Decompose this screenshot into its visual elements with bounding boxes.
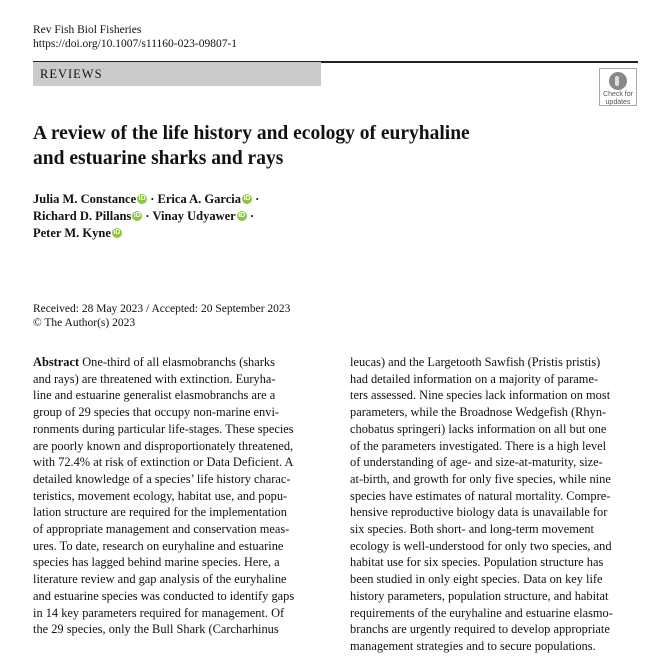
abstract-line: ronments during particular life-stages. These species xyxy=(33,421,294,436)
check-updates-line1: Check for xyxy=(603,91,633,98)
abstract-line: species has lagged behind marine species. Here, a xyxy=(33,555,280,570)
abstract-line: had detailed information on a majority of parame- xyxy=(350,371,599,386)
doi-link[interactable]: https://doi.org/10.1007/s11160-023-09807-1 xyxy=(33,38,238,50)
abstract-line: habitat use for six species. Population structure has xyxy=(350,555,604,570)
abstract-line: detailed knowledge of a species’ life history charac- xyxy=(33,471,291,486)
abstract-line: of the parameters investigated. There is a high level xyxy=(350,438,607,453)
abstract-line: history parameters, population structure, and habitat xyxy=(350,588,609,603)
abstract-line: of understanding of age- and size-at-maturity, size- xyxy=(350,455,603,470)
abstract-column-2 xyxy=(350,354,638,655)
abstract-line: ures. To date, research on euryhaline and estuarine xyxy=(33,538,284,553)
title-line-2: and estuarine sharks and rays xyxy=(33,148,284,169)
author-name[interactable]: Richard D. Pillans xyxy=(33,209,132,223)
abstract-line: leucas) and the Largetooth Sawfish (Pristis pristis) xyxy=(350,355,601,369)
abstract-line: of appropriate management and conservation meas- xyxy=(33,522,290,537)
received-accepted: Received: 28 May 2023 / Accepted: 20 September 2023 xyxy=(33,303,291,315)
author-name[interactable]: Erica A. Garcia xyxy=(157,192,241,206)
journal-name: Rev Fish Biol Fisheries xyxy=(33,24,142,36)
paper-title xyxy=(33,121,553,171)
title-line-1: A review of the life history and ecology of euryhaline xyxy=(33,123,470,144)
abstract-line: ters assessed. Nine species lack information on most xyxy=(350,388,611,403)
abstract-line: line and estuarine generalist elasmobranchs are a xyxy=(33,388,276,403)
abstract-line: and rays) are threatened with extinction. Euryha- xyxy=(33,371,276,386)
abstract-line: management strategies and to secure populations. xyxy=(350,638,596,653)
abstract-line: with 72.4% at risk of extinction or Data Deficient. A xyxy=(33,455,294,470)
author-name[interactable]: Vinay Udyawer xyxy=(152,209,236,223)
abstract-line: parameters, while the Broadnose Wedgefish (Rhyn- xyxy=(350,405,607,420)
author-name[interactable]: Peter M. Kyne xyxy=(33,226,111,240)
abstract-line: hensive reproductive biology data is unavailable for xyxy=(350,505,608,520)
check-updates-icon xyxy=(609,72,627,90)
abstract-line: One-third of all elasmobranchs (sharks xyxy=(79,355,275,369)
article-dates xyxy=(33,303,290,330)
copyright: © The Author(s) 2023 xyxy=(33,316,136,329)
abstract-line: ecology is well-understood for only two species, and xyxy=(350,538,612,553)
orcid-icon[interactable]: iD xyxy=(138,195,146,202)
abstract-line: requirements of the euryhaline and estuarine elasmo- xyxy=(350,605,613,620)
orcid-icon[interactable]: iD xyxy=(238,212,246,219)
abstract-line: at-birth, and growth for only five species, while nine xyxy=(350,471,611,486)
abstract-line: teristics, movement ecology, habitat use, and popu- xyxy=(33,488,288,503)
author-list: Julia M. Constance iD · Erica A. Garcia iD · Richard D. Pillans iD · Vinay Udyawer iD · Peter M. Kyne iD xyxy=(33,192,260,240)
abstract-line: species have estimates of natural mortality. Compre- xyxy=(350,488,611,503)
abstract-line: the 29 species, only the Bull Shark (Carcharhinus xyxy=(33,622,279,637)
abstract-line: literature review and gap analysis of the euryhaline xyxy=(33,572,287,587)
orcid-icon[interactable]: iD xyxy=(133,212,141,219)
abstract-line: six species. Both short- and long-term movement xyxy=(350,522,594,537)
abstract-line: been studied in only eight species. Data on key life xyxy=(350,572,603,587)
abstract-line: group of 29 species that occupy non-marine envi- xyxy=(33,405,280,420)
abstract-line: are poorly known and disproportionately threatened, xyxy=(33,438,294,453)
abstract-line: branchs are urgently required to develop appropriate xyxy=(350,622,610,637)
section-label: REVIEWS xyxy=(33,62,321,86)
check-updates-line2: updates xyxy=(605,98,631,106)
abstract-line: lation structure are required for the implementation xyxy=(33,505,287,520)
check-for-updates-badge[interactable] xyxy=(599,68,637,106)
abstract-label: Abstract xyxy=(33,355,80,369)
author-name[interactable]: Julia M. Constance xyxy=(33,192,137,206)
orcid-icon[interactable]: iD xyxy=(243,195,251,202)
abstract-line: in 14 key parameters required for management. Of xyxy=(33,605,285,620)
orcid-icon[interactable]: iD xyxy=(113,229,121,236)
abstract-column-1 xyxy=(33,354,321,638)
abstract-line: and estuarine species was conducted to identify gaps xyxy=(33,588,295,603)
abstract-line: chobatus springeri) lacks information on all but one xyxy=(350,421,607,436)
